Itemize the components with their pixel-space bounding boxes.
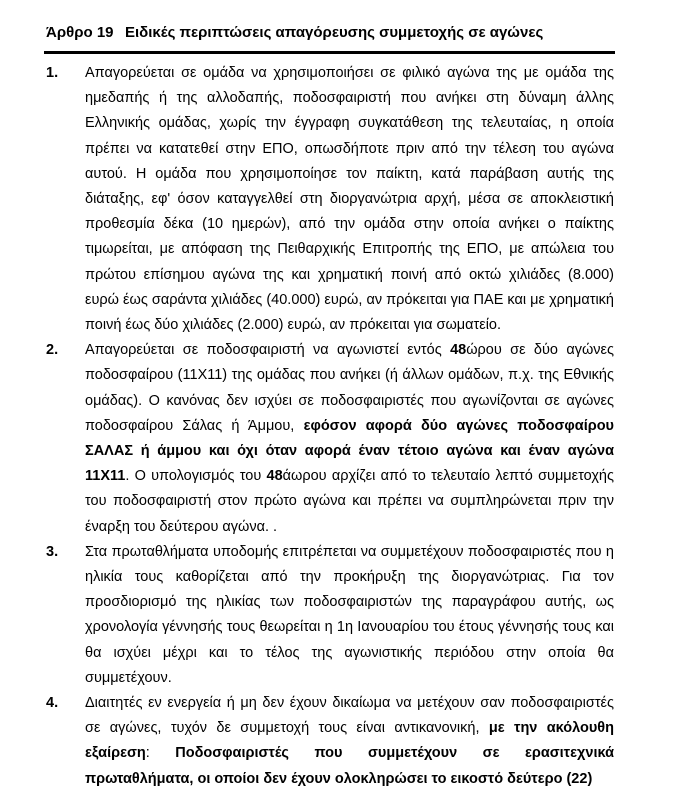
bold-segment: 48 <box>450 342 467 359</box>
paragraph-2 <box>46 338 614 540</box>
paragraph-number: 2. <box>46 342 59 359</box>
article-heading <box>46 24 616 42</box>
paragraph-text <box>85 691 614 792</box>
heading-underline <box>44 51 615 54</box>
bold-segment: εφόσον αφορά δύο αγώνες ποδοσφαίρου ΣΑΛΑΣ ή άμμου και όχι όταν αφορά έναν τέτοιο αγώνα και έναν αγώνα 11Χ11 <box>85 417 614 485</box>
article-title: Ειδικές περιπτώσεις απαγόρευσης συμμετοχής σε αγώνες <box>125 24 544 41</box>
text-segment: Απαγορεύεται σε ομάδα να χρησιμοποιήσει σε φιλικό αγώνα της με ομάδα της ημεδαπής ή της αλλοδαπής, ποδοσφαιριστή που ανήκει στη δύναμη άλλης Ελληνικής ομάδας, χωρίς την έγγραφη συγκατάθεση της τελευταίας, η οποία πρέπει να κατατεθεί στην ΕΠΟ, οπωσδήποτε πριν από την τέλεση του αγώνα αυτού. Η ομάδα που χρησιμοποίησε τον παίκτη, κατά παράβαση αυτής της διάταξης, εφ' όσον καταγγελθεί στη διοργανώτρια αρχή, μέσα σε αποκλειστική προθεσμία δέκα (10 ημερών), από την ομάδα στην οποία ανήκει ο παίκτης τιμωρείται, με απόφαση της Πειθαρχικής Επιτροπής της ΕΠΟ, με απώλεια του πρώτου επίσημου αγώνα της και χρηματική ποινή από οκτώ χιλιάδες (8.000) ευρώ έως σαράντα χιλιάδες (40.000) ευρώ, αν πρόκειται για ΠΑΕ και με χρηματική ποινή έως δύο χιλιάδες (2.000) ευρώ, αν πρόκειται για σωματείο. <box>85 65 614 334</box>
paragraph-number: 4. <box>46 695 59 712</box>
paragraph-text <box>85 338 614 540</box>
text-segment: . Ο υπολογισμός του <box>125 468 267 485</box>
bold-segment: Ποδοσφαιριστές που συμμετέχουν σε ερασιτεχνικά πρωταθλήματα, οι οποίοι δεν έχουν ολοκληρώσει το εικοστό δεύτερο (22) <box>85 745 614 787</box>
paragraph-text <box>85 540 614 691</box>
bold-segment: με την ακόλουθη εξαίρεση <box>85 720 614 762</box>
paragraph-3 <box>46 540 614 691</box>
paragraph-1 <box>46 61 614 338</box>
text-segment: ώρου σε δύο αγώνες ποδοσφαίρου (11Χ11) της ομάδας που ανήκει (ή άλλων ομάδων, π.χ. της Εθνικής ομάδας). Ο κανόνας δεν ισχύει σε ποδοσφαιριστές που αγωνίζονται σε αγώνες ποδοσφαίρου Σάλας ή Άμμου, <box>85 342 614 434</box>
paragraph-number: 3. <box>46 543 59 560</box>
bold-segment: 48 <box>266 468 283 485</box>
text-segment: Στα πρωταθλήματα υποδομής επιτρέπεται να συμμετέχουν ποδοσφαιριστές που η ηλικία τους καθορίζεται από την προκήρυξη της διοργανώτριας. Για τον προσδιορισμό της ηλικίας των ποδοσφαιριστών της παραγράφου αυτής, ως χρονολογία γέννησής τους θεωρείται η 1η Ιανουαρίου του έτους γέννησής τους και θα ισχύει μέχρι και το τέλος της αγωνιστικής περιόδου στην οποία θα συμμετέχουν. <box>85 543 614 686</box>
text-segment: άωρου αρχίζει από το τελευταίο λεπτό συμμετοχής του ποδοσφαιριστή στον πρώτο αγώνα και πρέπει να συμπληρώνεται πριν την έναρξη του δεύτερου αγώνα. . <box>85 468 614 535</box>
text-segment: Διαιτητές εν ενεργεία ή μη δεν έχουν δικαίωμα να μετέχουν σαν ποδοσφαιριστές σε αγώνες, τυχόν δε συμμετοχή τους είναι αντικανονική, <box>85 695 614 737</box>
text-segment: Απαγορεύεται σε ποδοσφαιριστή να αγωνιστεί εντός <box>85 342 451 359</box>
paragraph-4 <box>46 691 614 792</box>
paragraph-number: 1. <box>46 65 59 81</box>
text-segment: : <box>145 745 176 762</box>
paragraph-text <box>85 61 614 338</box>
article-number: Άρθρο 19 <box>46 24 114 41</box>
article-paragraphs <box>46 61 614 792</box>
